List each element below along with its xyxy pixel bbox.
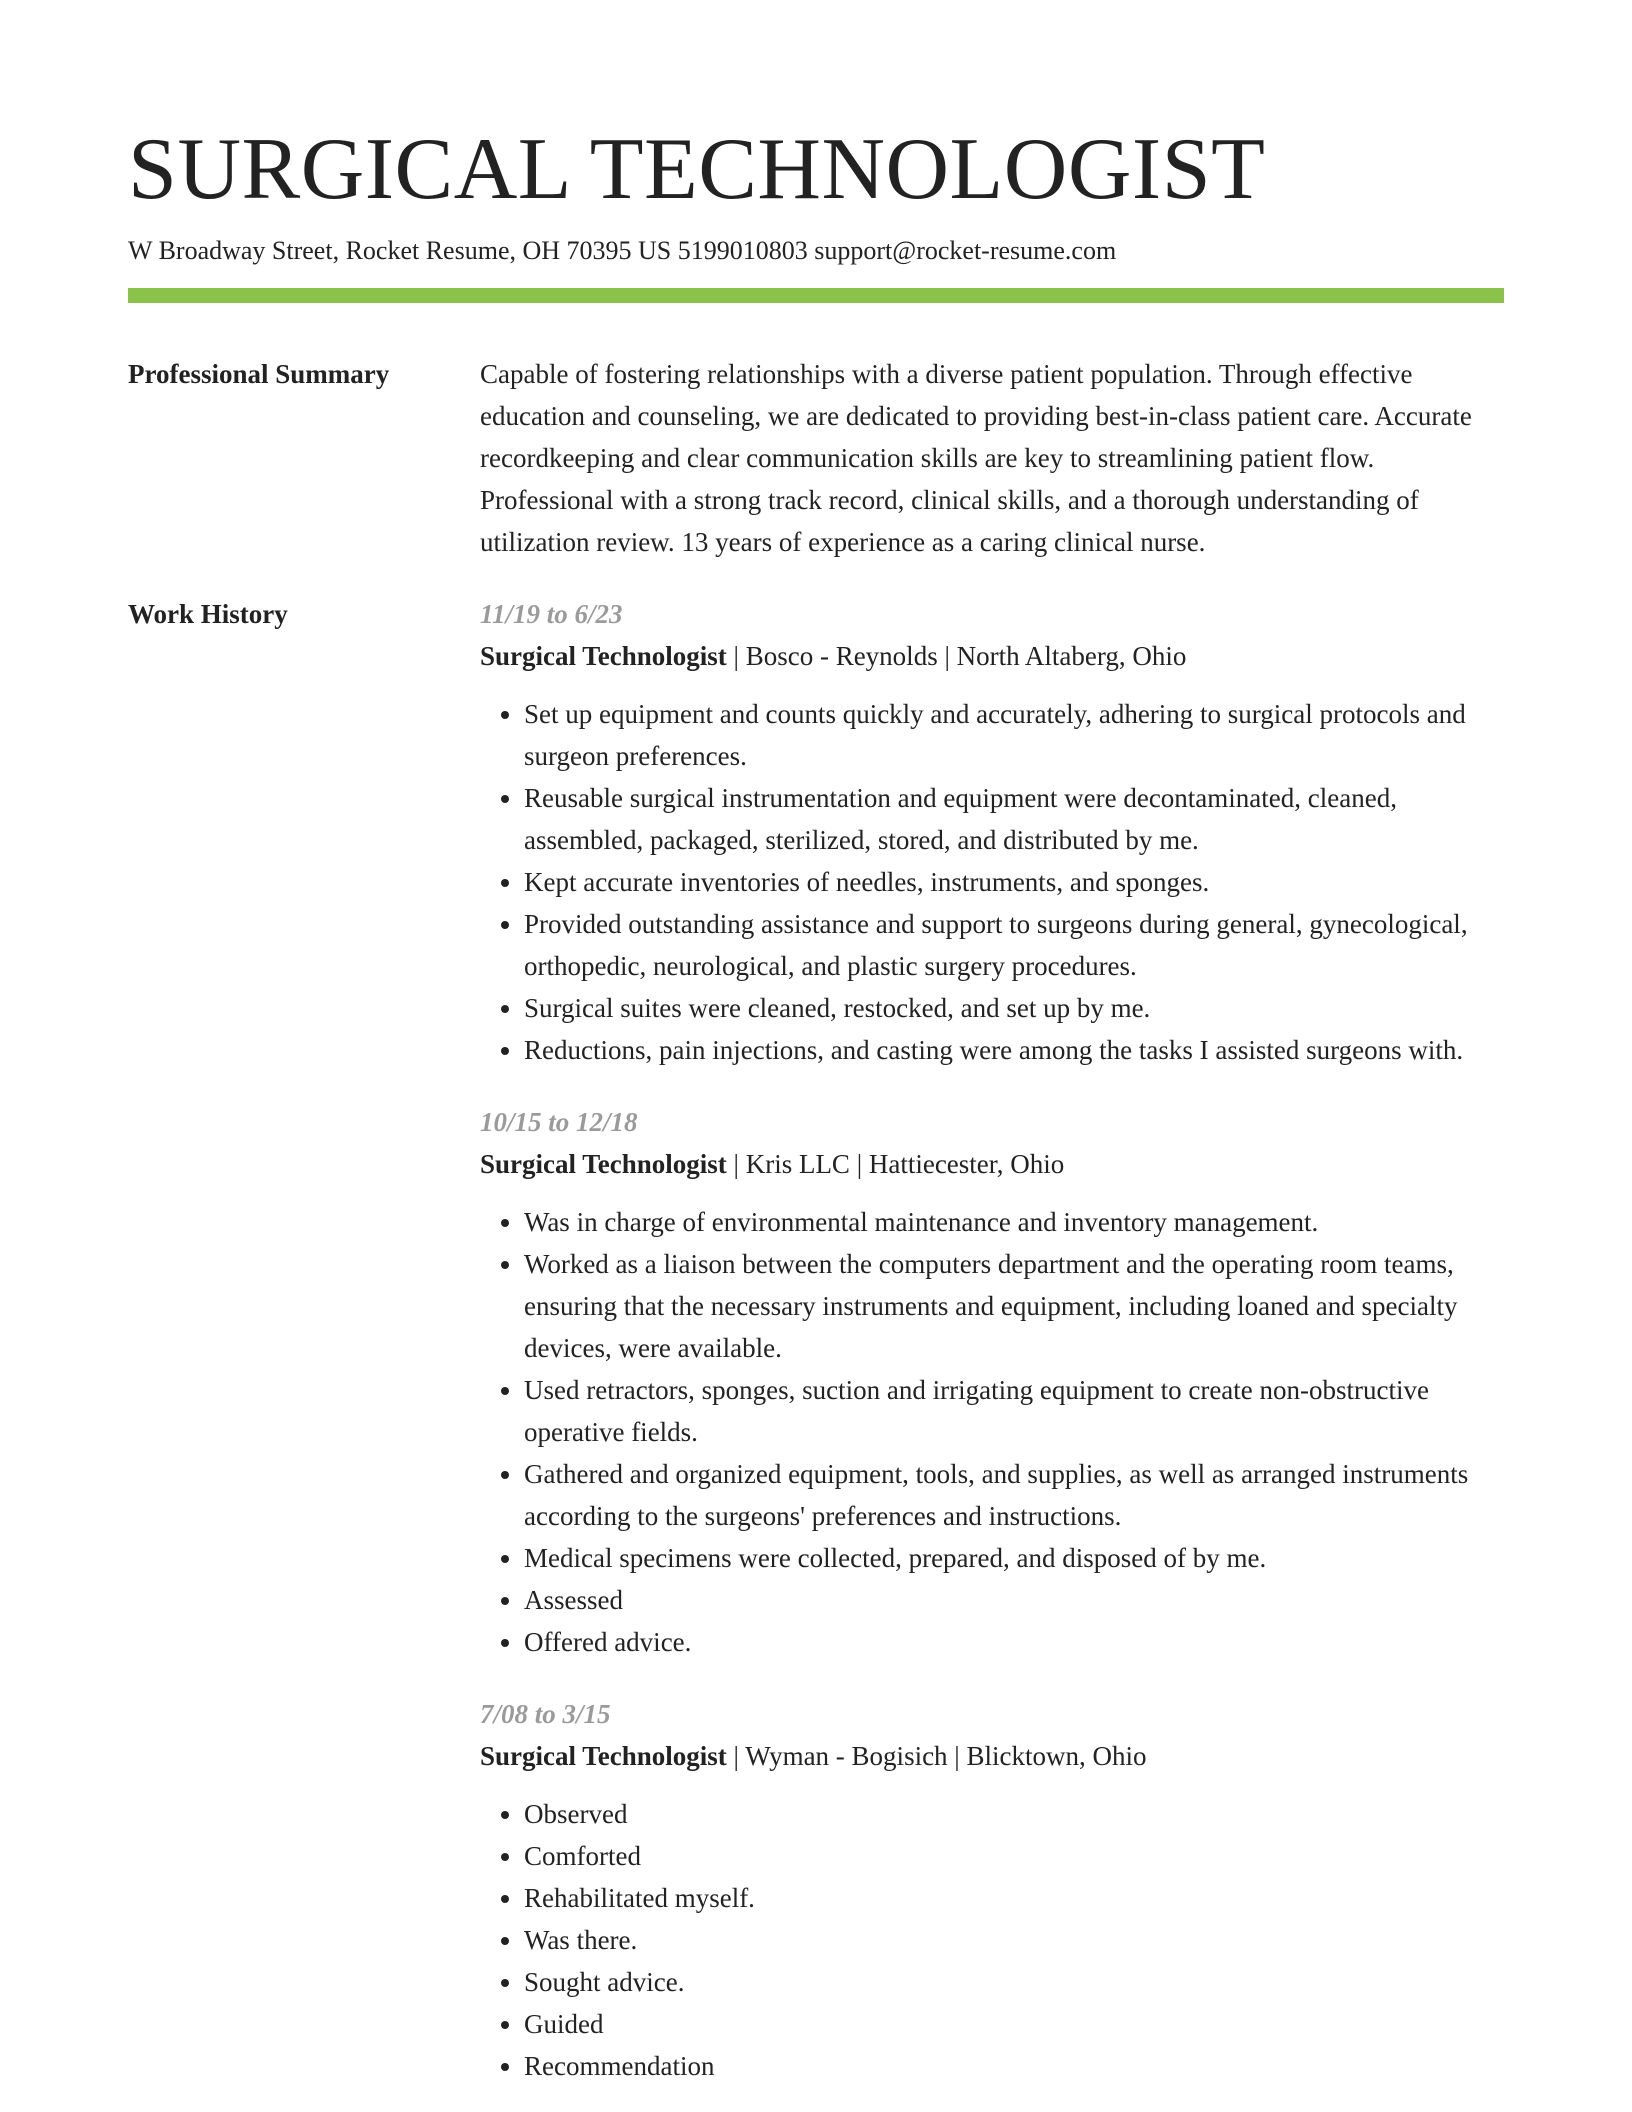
- job-bullet: • Observed: [524, 1793, 1504, 1835]
- job-bullet: • Surgical suites were cleaned, restocked, and set up by me.: [524, 987, 1504, 1029]
- job-bullet: • Was there.: [524, 1919, 1504, 1961]
- job-bullet: • Used retractors, sponges, suction and irrigating equipment to create non-obstructive operative fields.: [524, 1369, 1504, 1453]
- professional-summary-section: [128, 353, 1504, 563]
- job-bullet-list: [480, 1201, 1504, 1663]
- job-bullet-list: [480, 693, 1504, 1071]
- header-divider: [128, 288, 1504, 303]
- resume-name-title: SURGICAL TECHNOLOGIST: [128, 121, 1266, 218]
- job-title: Surgical Technologist: [480, 1149, 727, 1179]
- job-bullet: • Comforted: [524, 1835, 1504, 1877]
- job-entry: [480, 1693, 1504, 2087]
- job-bullet: • Recommendation: [524, 2045, 1504, 2087]
- job-bullet: • Reusable surgical instrumentation and equipment were decontaminated, cleaned, assembled, packaged, sterilized, stored, and distributed by me.: [524, 777, 1504, 861]
- job-bullet: • Kept accurate inventories of needles, instruments, and sponges.: [524, 861, 1504, 903]
- job-employer-location: | Bosco - Reynolds | North Altaberg, Ohio: [726, 641, 1187, 671]
- job-bullet-list: [480, 1793, 1504, 2087]
- job-bullet: • Was in charge of environmental maintenance and inventory management.: [524, 1201, 1504, 1243]
- job-dates: 11/19 to 6/23: [480, 599, 623, 629]
- work-history-list: [480, 593, 1504, 2087]
- job-entry: [480, 1101, 1504, 1663]
- job-bullet: • Rehabilitated myself.: [524, 1877, 1504, 1919]
- contact-email: support@rocket-resume.com: [814, 236, 1117, 265]
- section-heading-summary: Professional Summary: [128, 359, 390, 389]
- job-bullet: • Reductions, pain injections, and casting were among the tasks I assisted surgeons with.: [524, 1029, 1504, 1071]
- contact-address: W Broadway Street, Rocket Resume, OH 70395 US: [128, 236, 672, 265]
- work-history-section: [128, 593, 1504, 2087]
- section-heading-work-history: Work History: [128, 599, 288, 629]
- job-bullet: • Set up equipment and counts quickly and accurately, adhering to surgical protocols and surgeon preferences.: [524, 693, 1504, 777]
- job-bullet: • Guided: [524, 2003, 1504, 2045]
- contact-line: [128, 234, 1504, 268]
- job-bullet: • Offered advice.: [524, 1621, 1504, 1663]
- job-bullet: • Provided outstanding assistance and support to surgeons during general, gynecological, orthopedic, neurological, and plastic surgery procedures.: [524, 903, 1504, 987]
- contact-phone: 5199010803: [677, 236, 808, 265]
- job-title: Surgical Technologist: [480, 641, 727, 671]
- job-heading: [480, 1735, 1504, 1777]
- job-heading: [480, 635, 1504, 677]
- job-entry: [480, 593, 1504, 1071]
- job-dates: 7/08 to 3/15: [480, 1699, 611, 1729]
- job-bullet: • Gathered and organized equipment, tools, and supplies, as well as arranged instruments according to the surgeons' preferences and instructions.: [524, 1453, 1504, 1537]
- job-bullet: • Worked as a liaison between the computers department and the operating room teams, ensuring that the necessary instruments and equipment, including loaned and specialty devices, were available.: [524, 1243, 1504, 1369]
- job-bullet: • Assessed: [524, 1579, 1504, 1621]
- job-heading: [480, 1143, 1504, 1185]
- resume-page: [128, 118, 1504, 2087]
- job-dates: 10/15 to 12/18: [480, 1107, 638, 1137]
- job-bullet: • Sought advice.: [524, 1961, 1504, 2003]
- job-bullet: • Medical specimens were collected, prepared, and disposed of by me.: [524, 1537, 1504, 1579]
- job-employer-location: | Wyman - Bogisich | Blicktown, Ohio: [726, 1741, 1147, 1771]
- job-employer-location: | Kris LLC | Hattiecester, Ohio: [726, 1149, 1065, 1179]
- job-title: Surgical Technologist: [480, 1741, 727, 1771]
- summary-text: Capable of fostering relationships with a diverse patient population. Through effective education and counseling, we are dedicated to providing best-in-class patient care. Accurate recordkeeping and clear communication skills are key to streamlining patient flow. Professional with a strong track record, clinical skills, and a thorough understanding of utilization review. 13 years of experience as a caring clinical nurse.: [480, 359, 1472, 557]
